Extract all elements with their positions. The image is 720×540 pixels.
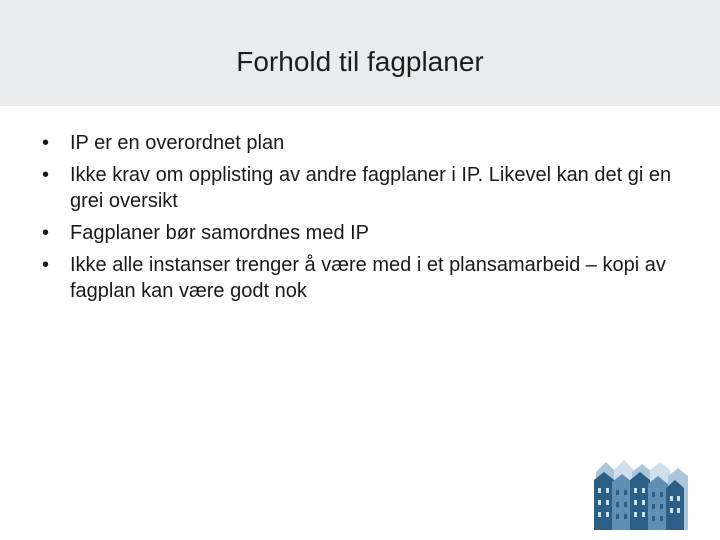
bullet-text: IP er en overordnet plan xyxy=(70,132,285,154)
bullet-icon: • xyxy=(42,222,50,244)
bullet-list xyxy=(40,130,690,310)
bullet-text: Fagplaner bør samordnes med IP xyxy=(70,222,370,244)
bullet-item xyxy=(40,220,690,246)
bullet-item xyxy=(40,162,690,214)
bullet-text: Ikke alle instanser trenger å være med i et plansamarbeid – kopi av fagplan kan være godt nok xyxy=(70,254,666,302)
title-bar xyxy=(0,0,720,106)
bullet-icon: • xyxy=(42,164,50,186)
slide-title: Forhold til fagplaner xyxy=(236,46,484,77)
bryggen-buildings-icon xyxy=(592,458,692,530)
bullet-item xyxy=(40,130,690,156)
bullet-item xyxy=(40,252,690,304)
bullet-icon: • xyxy=(42,254,50,276)
bullet-text: Ikke krav om opplisting av andre fagplaner i IP. Likevel kan det gi en grei oversikt xyxy=(70,164,672,212)
bullet-icon: • xyxy=(42,132,50,154)
